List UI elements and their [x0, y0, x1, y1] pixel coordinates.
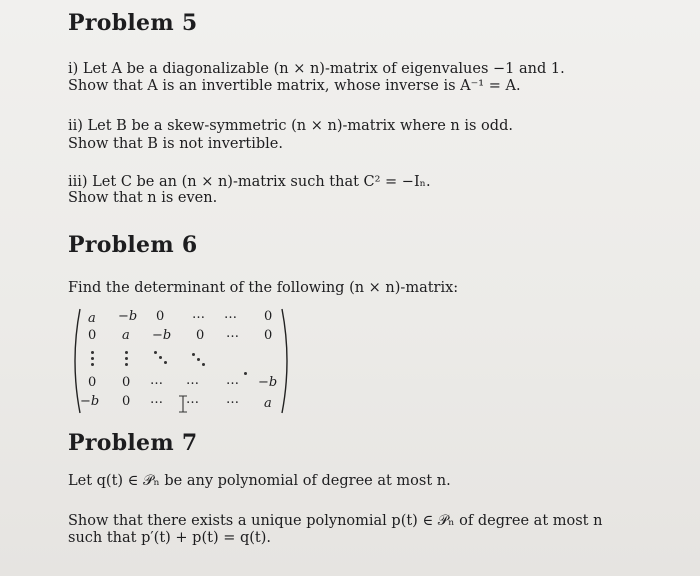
vdots-mark — [91, 357, 94, 360]
problem-5-part-ii-line-2: Show that B is not invertible. — [68, 136, 283, 152]
matrix-cell: … — [226, 373, 239, 388]
matrix-cell: −b — [152, 328, 172, 343]
ddots-mark — [192, 353, 195, 356]
ddots-mark — [202, 363, 205, 366]
matrix-cell: … — [186, 392, 199, 407]
matrix-cell: 0 — [264, 328, 273, 343]
matrix-cell: … — [186, 373, 199, 388]
matrix-cell: 0 — [196, 328, 205, 343]
ddots-mark — [244, 372, 247, 375]
matrix-cell: … — [226, 326, 239, 341]
matrix-cell: … — [224, 307, 237, 322]
matrix-cell: a — [264, 396, 272, 411]
matrix-cell: −b — [80, 394, 100, 409]
problem-5-part-iii-line-2: Show that n is even. — [68, 190, 218, 206]
matrix-cell: … — [226, 392, 239, 407]
ddots-mark — [164, 361, 167, 364]
problem-7-heading: Problem 7 — [68, 430, 198, 456]
problem-5-part-i-line-2: Show that A is an invertible matrix, whose inverse is A⁻¹ = A. — [68, 78, 521, 94]
vdots-mark — [125, 351, 128, 354]
matrix-cell: 0 — [122, 375, 131, 390]
problem-7-line-3: such that p′(t) + p(t) = q(t). — [68, 530, 271, 546]
problem-5-part-ii-line-1: ii) Let B be a skew-symmetric (n × n)-matrix where n is odd. — [68, 118, 513, 134]
ddots-mark — [159, 356, 162, 359]
problem-6-prompt: Find the determinant of the following (n × n)-matrix: — [68, 280, 459, 296]
problem-5-heading: Problem 5 — [68, 10, 198, 36]
ddots-mark — [154, 351, 157, 354]
ddots-mark — [197, 358, 200, 361]
matrix-cell: 0 — [122, 394, 131, 409]
vdots-mark — [91, 351, 94, 354]
matrix-cell: 0 — [88, 328, 97, 343]
problem-7-line-2: Show that there exists a unique polynomial p(t) ∈ 𝒫ₙ of degree at most n — [68, 513, 603, 529]
matrix-cell: … — [150, 392, 163, 407]
problem-5-part-iii-line-1: iii) Let C be an (n × n)-matrix such that C² = −Iₙ. — [68, 174, 431, 190]
text-cursor-icon — [178, 395, 188, 413]
problem-6-heading: Problem 6 — [68, 232, 198, 258]
vdots-mark — [91, 363, 94, 366]
problem-5-part-i-line-1: i) Let A be a diagonalizable (n × n)-matrix of eigenvalues −1 and 1. — [68, 61, 565, 77]
matrix-cell: 0 — [264, 309, 273, 324]
vdots-mark — [125, 357, 128, 360]
matrix-cell: a — [88, 311, 96, 326]
determinant-matrix — [70, 305, 300, 415]
vdots-mark — [125, 363, 128, 366]
matrix-cell: a — [122, 328, 130, 343]
matrix-cell: −b — [118, 309, 138, 324]
matrix-cell: 0 — [88, 375, 97, 390]
matrix-cell: … — [192, 307, 205, 322]
problem-7-line-1: Let q(t) ∈ 𝒫ₙ be any polynomial of degree at most n. — [68, 473, 451, 489]
matrix-cell: 0 — [156, 309, 165, 324]
matrix-cell: −b — [258, 375, 278, 390]
matrix-cell: … — [150, 373, 163, 388]
